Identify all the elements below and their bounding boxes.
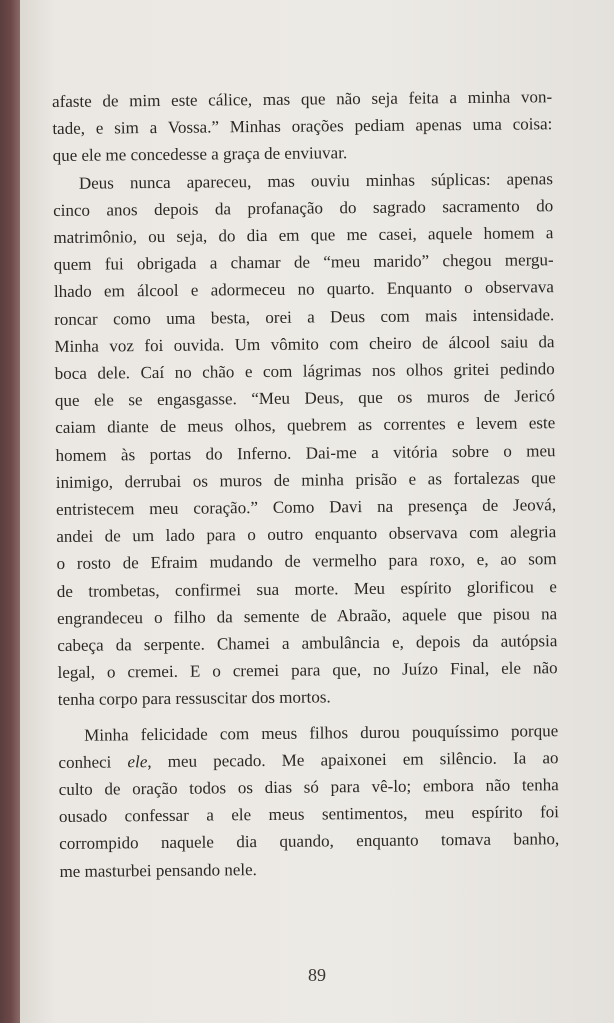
text-line: Minha felicidade com meus filhos durou pouquíssimo porque	[84, 720, 559, 745]
paragraph-3	[58, 717, 560, 885]
text-line: boca dele. Caí no chão e com lágrimas nos olhos gritei pedindo	[54, 359, 555, 384]
text-line: cabeça da serpente. Chamei a ambulância e, depois da autópsia	[57, 631, 558, 656]
text-line: caiam diante de meus olhos, quebrem as correntes e levem este	[55, 413, 556, 438]
text-line: homem às portas do Inferno. Dai-me a vitória sobre o meu	[55, 440, 556, 465]
text-line: lhado em álcool e adormeceu no quarto. Enquanto o observava	[53, 277, 555, 302]
body-text	[52, 83, 560, 885]
text-line: afaste de mim este cálice, mas que não seja feita a minha von-	[52, 87, 553, 111]
text-line: que ele me concedesse a graça de enviuvar.	[52, 143, 348, 166]
paragraph-1	[52, 83, 553, 169]
text-line: matrimônio, ou seja, do dia em que me casei, aquele homem a	[53, 223, 554, 248]
text-line: andei de um lado para o outro enquanto observava com alegria	[56, 522, 557, 547]
emphasized-word: ele	[127, 751, 148, 772]
text-line: tade, e sim a Vossa.” Minhas orações pediam apenas uma coisa:	[52, 114, 553, 139]
text-line: que ele se engasgasse. “Meu Deus, que os muros de Jericó	[54, 386, 556, 411]
text-line: roncar como uma besta, orei a Deus com mais intensidade.	[54, 304, 555, 329]
text-line: tenha corpo para ressuscitar dos mortos.	[57, 687, 331, 710]
text-line: entristecem meu coração.” Como Davi na presença de Jeová,	[55, 495, 557, 520]
text-segment: , meu pecado. Me apaixonei em silêncio. Ia ao	[147, 748, 559, 771]
text-line: Deus nunca apareceu, mas ouviu minhas súplicas: apenas	[78, 168, 553, 193]
text-line: inimigo, derrubai os muros de minha prisão e as fortalezas que	[55, 468, 556, 492]
text-line: de trombetas, confirmei sua morte. Meu espírito glorificou e	[56, 576, 557, 601]
paragraph-2	[53, 165, 558, 714]
text-line: engrandeceu o filho da semente de Abraão, aquele que pisou na	[56, 604, 558, 628]
text-segment: conheci	[58, 752, 128, 772]
text-line: cinco anos depois da profanação do sagrado sacramento do	[53, 196, 554, 220]
text-line: o rosto de Efraim mudando de vermelho para roxo, e, ao som	[56, 549, 557, 574]
text-line: Minha voz foi ouvida. Um vômito com cheiro de álcool saiu da	[54, 332, 555, 356]
text-line: quem fui obrigada a chamar de “meu marido” chegou mergu-	[53, 250, 554, 275]
text-line: me masturbei pensando nele.	[59, 859, 257, 881]
text-line: legal, o cremei. E o cremei para que, no Juízo Final, ele não	[57, 658, 558, 683]
page-number: 89	[308, 965, 326, 985]
text-line: culto de oração todos os dias só para vê-lo; embora não tenha	[58, 775, 559, 800]
text-line: ousado confessar a ele meus sentimentos, meu espírito foi	[58, 802, 560, 827]
text-line: corrompido naquele dia quando, enquanto tomava banho,	[59, 829, 560, 854]
book-spine-edge	[0, 0, 20, 1023]
book-page	[20, 0, 614, 1023]
